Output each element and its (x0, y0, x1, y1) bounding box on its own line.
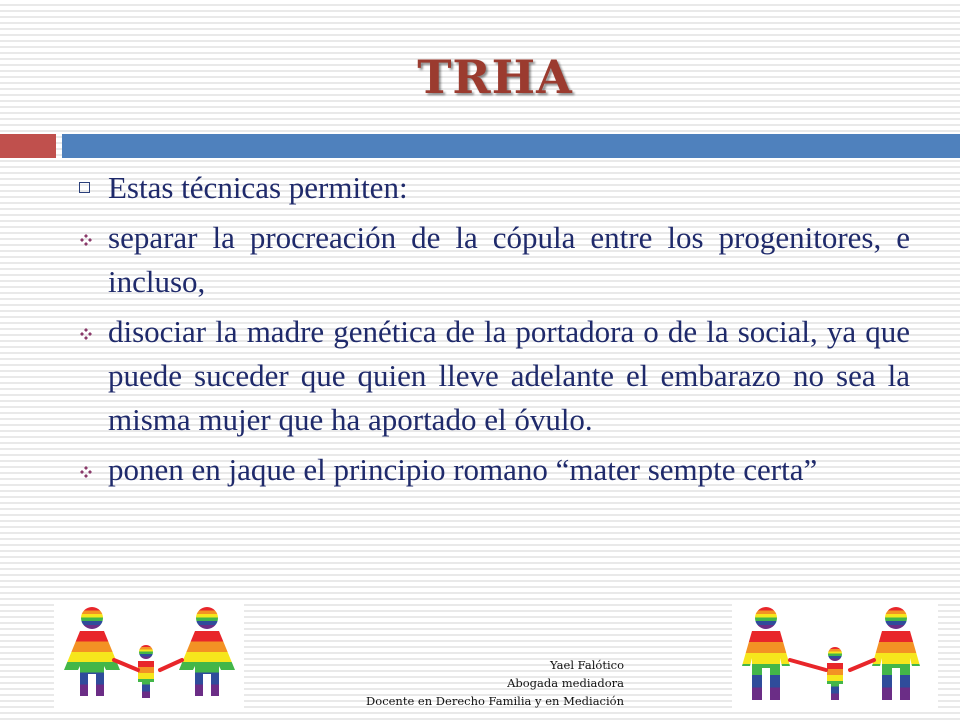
four-diamond-icon (80, 466, 92, 478)
intro-text: Estas técnicas permiten: (108, 170, 408, 205)
list-item (70, 310, 910, 442)
author-name: Yael Falótico (549, 658, 624, 672)
bullet-text: disociar la madre genética de la portadora o de la social, ya que puede suceder que quien lleve adelante el embarazo no sea la misma mujer que ha aportado el óvulo. (108, 314, 910, 437)
two-fathers-with-child-rainbow-icon (732, 604, 938, 708)
author-credits (366, 656, 624, 710)
slide-body (70, 166, 910, 498)
bullet-text: separar la procreación de la cópula entre los progenitores, e incluso, (108, 220, 910, 299)
slide-title: TRHA (417, 50, 573, 104)
list-item (70, 216, 910, 304)
author-role: Abogada mediadora (507, 676, 624, 690)
list-item (70, 448, 910, 492)
author-position: Docente en Derecho Familia y en Mediación (366, 694, 624, 708)
four-diamond-icon (80, 328, 92, 340)
four-diamond-icon (80, 234, 92, 246)
accent-bar-red (0, 134, 56, 158)
accent-bar-blue (62, 134, 960, 158)
list-item-intro (70, 166, 910, 210)
hollow-square-icon (79, 182, 90, 193)
two-mothers-with-child-rainbow-icon (54, 604, 244, 708)
bullet-text: ponen en jaque el principio romano “mater sempte certa” (108, 452, 818, 487)
